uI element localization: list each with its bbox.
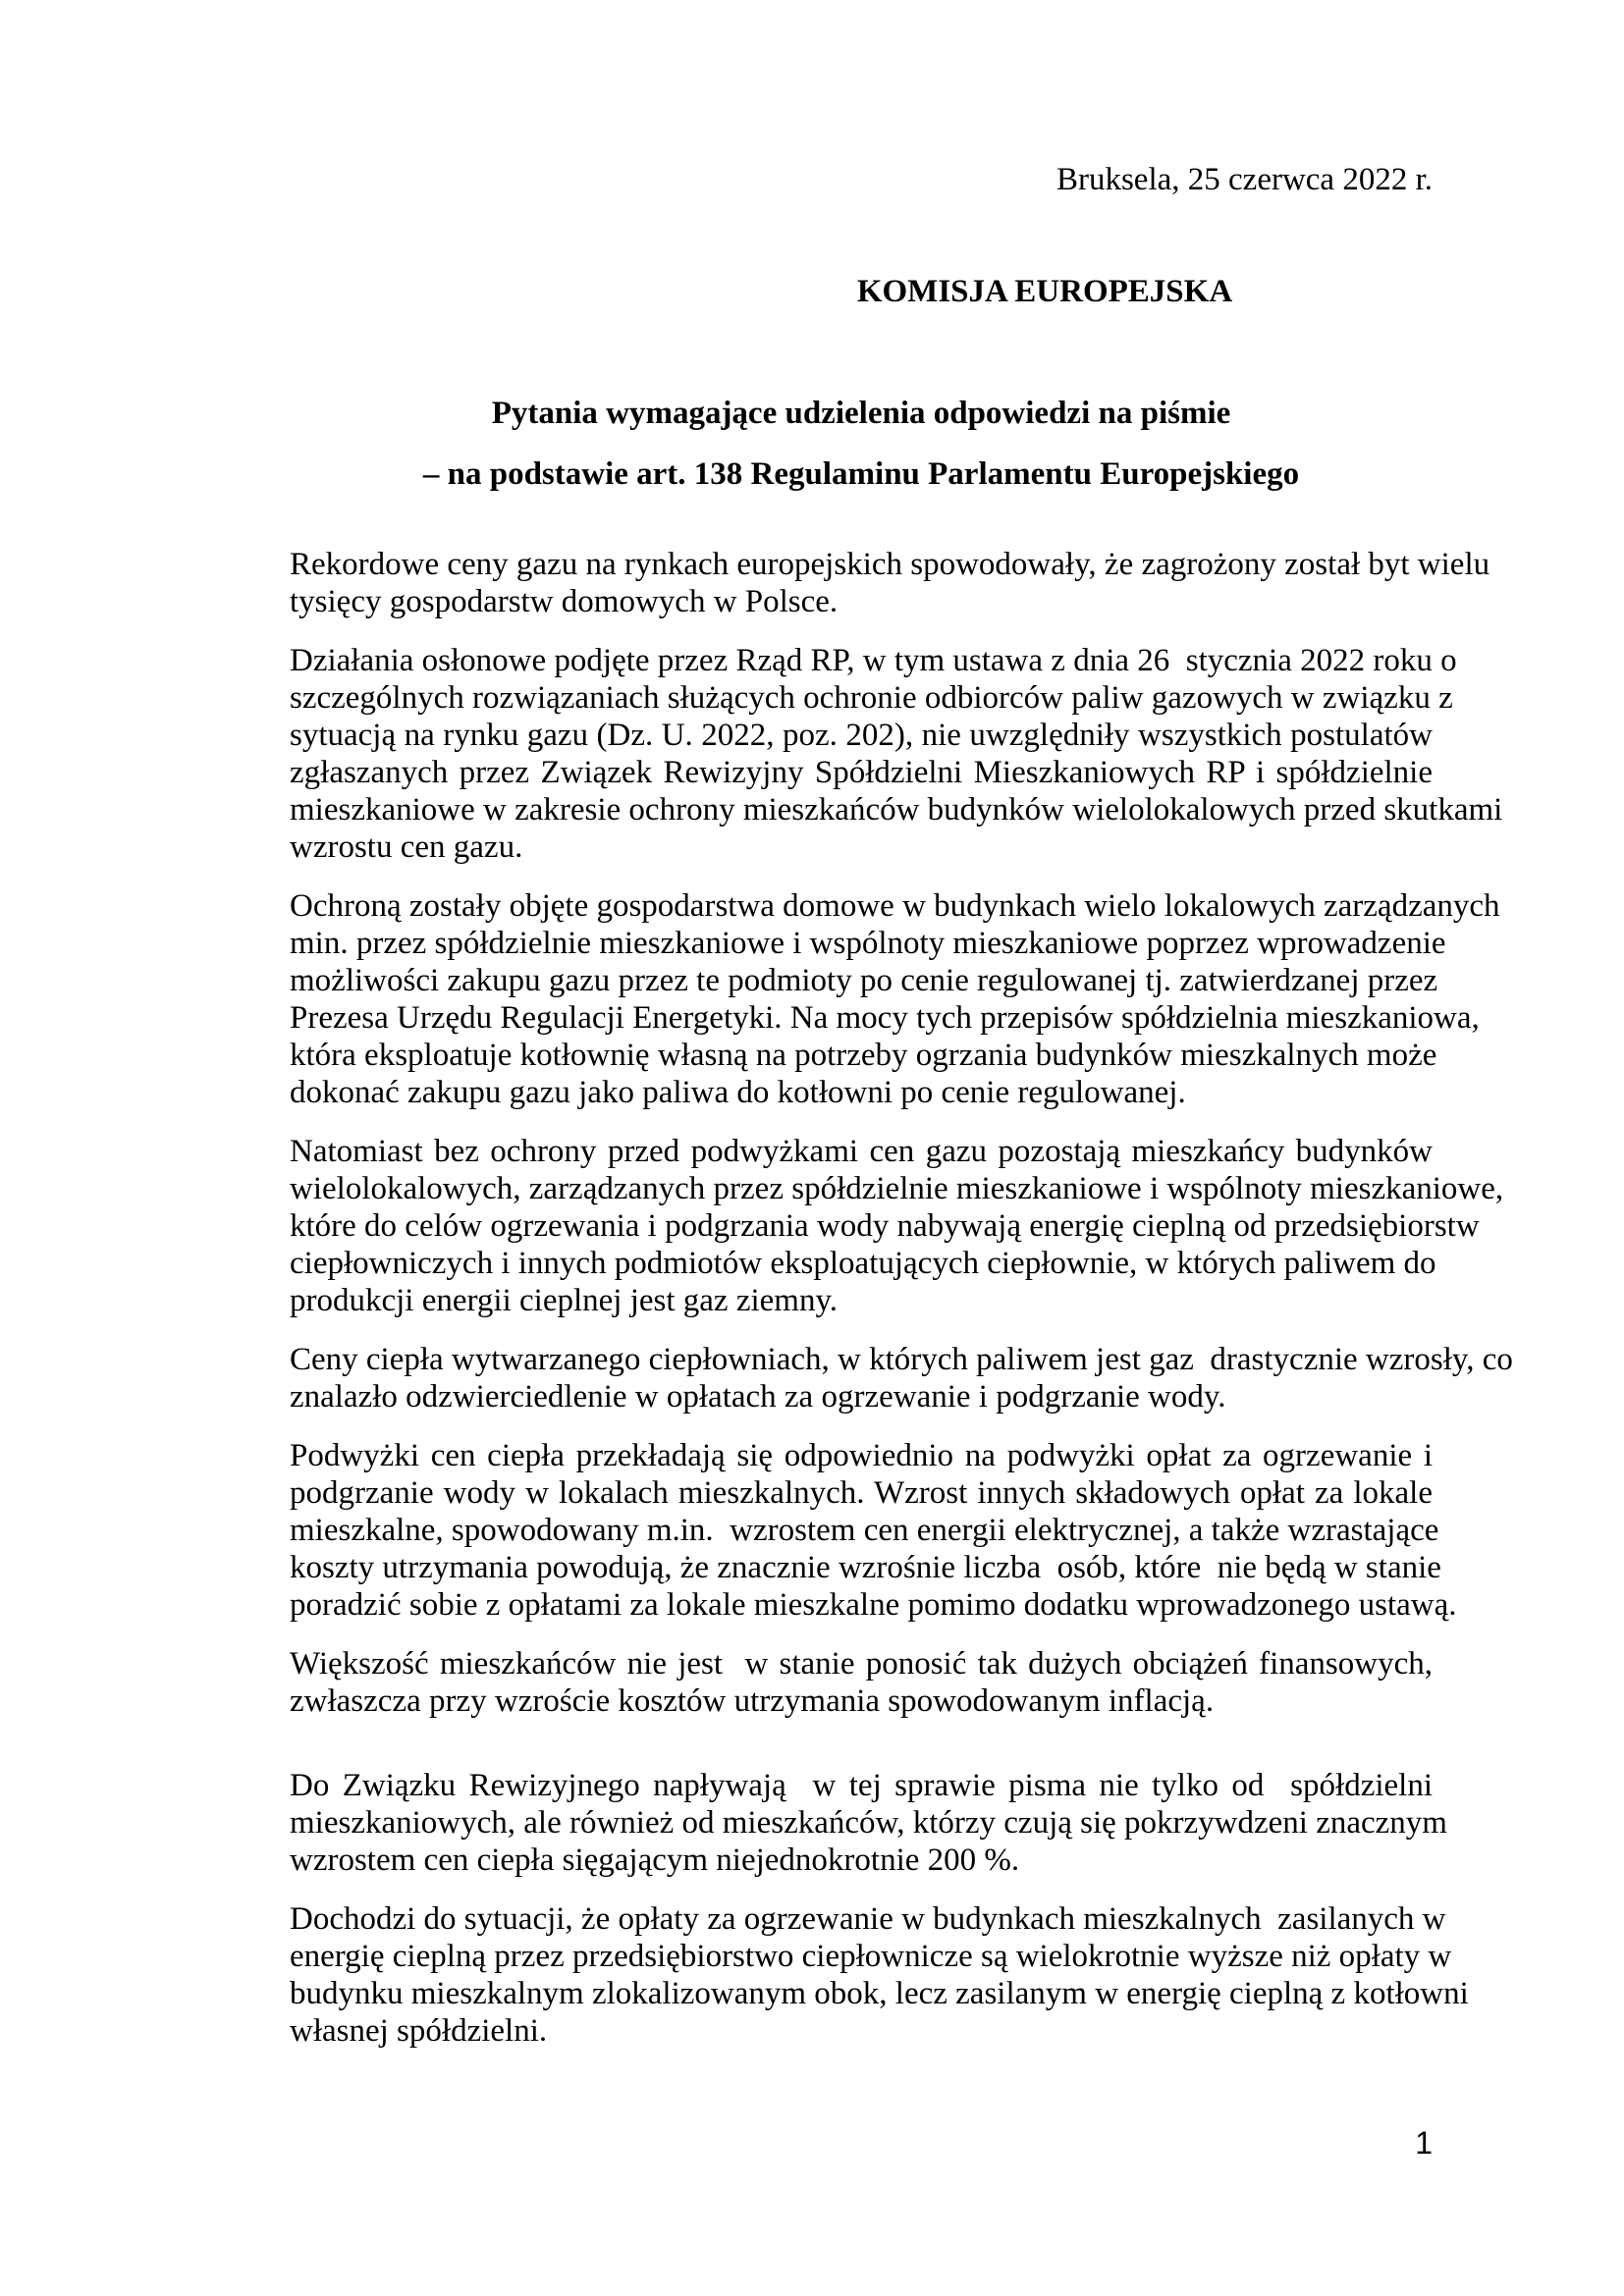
text-line: Prezesa Urzędu Regulacji Energetyki. Na mocy tych przepisów spółdzielnia mieszkaniowa, <box>290 1000 1480 1036</box>
text-line: Podwyżki cen ciepła przekładają się odpowiednio na podwyżki opłat za ogrzewanie i <box>290 1438 1433 1473</box>
text-line: Natomiast bez ochrony przed podwyżkami cen gazu pozostają mieszkańcy budynków <box>290 1134 1433 1169</box>
body-paragraphs <box>290 546 1513 2050</box>
paragraph <box>290 887 1500 1111</box>
text-line: znalazło odzwierciedlenie w opłatach za ogrzewanie i podgrzanie wody. <box>290 1379 1226 1415</box>
text-line: dokonać zakupu gazu jako paliwa do kotłowni po cenie regulowanej. <box>290 1075 1186 1110</box>
text-line: zwłaszcza przy wzroście kosztów utrzymania spowodowanym inflacją. <box>290 1683 1215 1719</box>
text-line: tysięcy gospodarstw domowych w Polsce. <box>290 584 839 619</box>
text-line: ciepłowniczych i innych podmiotów eksploatujących ciepłownie, w których paliwem do <box>290 1246 1436 1281</box>
document-content <box>290 0 1513 2050</box>
text-line: mieszkaniowe w zakresie ochrony mieszkańców budynków wielolokalowych przed skutkami <box>290 792 1503 828</box>
text-line: możliwości zakupu gazu przez te podmioty po cenie regulowanej tj. zatwierdzanej przez <box>290 963 1438 998</box>
page-number: 1 <box>1415 2125 1433 2161</box>
text-line: Do Związku Rewizyjnego napływają w tej sprawie pisma nie tylko od spółdzielni <box>290 1768 1433 1803</box>
text-line: Ceny ciepła wytwarzanego ciepłowniach, w których paliwem jest gaz drastycznie wzrosły, co <box>290 1342 1513 1377</box>
text-line: wielolokalowych, zarządzanych przez spółdzielnie mieszkaniowe i wspólnoty mieszkaniowe, <box>290 1171 1504 1206</box>
document-title-line-1: Pytania wymagające udzielenia odpowiedzi na piśmie <box>491 396 1231 431</box>
text-line: energię cieplną przez przedsiębiorstwo ciepłownicze są wielokrotnie wyższe niż opłaty w <box>290 1939 1452 1974</box>
text-line: własnej spółdzielni. <box>290 2013 548 2049</box>
text-line: zgłaszanych przez Związek Rewizyjny Spółdzielni Mieszkaniowych RP i spółdzielnie <box>290 755 1433 790</box>
text-line: Dochodzi do sytuacji, że opłaty za ogrzewanie w budynkach mieszkalnych zasilanych w <box>290 1901 1446 1937</box>
text-line: min. przez spółdzielnie mieszkaniowe i wspólnoty mieszkaniowe poprzez wprowadzenie <box>290 926 1446 961</box>
text-line: Ochroną zostały objęte gospodarstwa domowe w budynkach wielo lokalowych zarządzanych <box>290 888 1500 924</box>
text-line: produkcji energii cieplnej jest gaz ziemny. <box>290 1283 839 1318</box>
dateline: Bruksela, 25 czerwca 2022 r. <box>1056 162 1433 197</box>
paragraph <box>290 1341 1513 1415</box>
paragraph <box>290 1900 1469 2050</box>
text-line: Rekordowe ceny gazu na rynkach europejskich spowodowały, że zagrożony został byt wielu <box>290 547 1490 582</box>
text-line: mieszkaniowych, ale również od mieszkańców, którzy czują się pokrzywdzeni znacznym <box>290 1805 1447 1841</box>
text-line: która eksploatuje kotłownię własną na potrzeby ogrzania budynków mieszkalnych może <box>290 1038 1437 1073</box>
organization-heading: KOMISJA EUROPEJSKA <box>856 274 1233 309</box>
text-line: które do celów ogrzewania i podgrzania wody nabywają energię cieplną od przedsiębiorstw <box>290 1208 1480 1244</box>
text-line: Działania osłonowe podjęte przez Rząd RP, w tym ustawa z dnia 26 stycznia 2022 roku o <box>290 643 1457 678</box>
document-title-line-2: – na podstawie art. 138 Regulaminu Parlamentu Europejskiego <box>422 456 1300 492</box>
text-line: budynku mieszkalnym zlokalizowanym obok, lecz zasilanym w energię cieplną z kotłowni <box>290 1976 1469 2011</box>
paragraph <box>290 546 1490 620</box>
text-line: sytuacją na rynku gazu (Dz. U. 2022, poz. 202), nie uwzględniły wszystkich postulatów <box>290 718 1433 753</box>
paragraph <box>290 1645 1433 1720</box>
text-line: wzrostem cen ciepła sięgającym niejednokrotnie 200 %. <box>290 1842 1020 1878</box>
text-line: koszty utrzymania powodują, że znacznie wzrośnie liczba osób, które nie będą w stanie <box>290 1550 1441 1585</box>
text-line: poradzić sobie z opłatami za lokale mieszkalne pomimo dodatku wprowadzonego ustawą. <box>290 1587 1457 1623</box>
paragraph <box>290 1767 1447 1879</box>
paragraph <box>290 1437 1457 1624</box>
text-line: wzrostu cen gazu. <box>290 829 523 865</box>
text-line: podgrzanie wody w lokalach mieszkalnych. Wzrost innych składowych opłat za lokale <box>290 1475 1433 1511</box>
text-line: mieszkalne, spowodowany m.in. wzrostem cen energii elektrycznej, a także wzrastające <box>290 1513 1439 1548</box>
paragraph <box>290 642 1503 866</box>
text-line: Większość mieszkańców nie jest w stanie ponosić tak dużych obciążeń finansowych, <box>290 1646 1433 1682</box>
text-line: szczególnych rozwiązaniach służących ochronie odbiorców paliw gazowych w związku z <box>290 680 1453 716</box>
paragraph <box>290 1133 1504 1319</box>
